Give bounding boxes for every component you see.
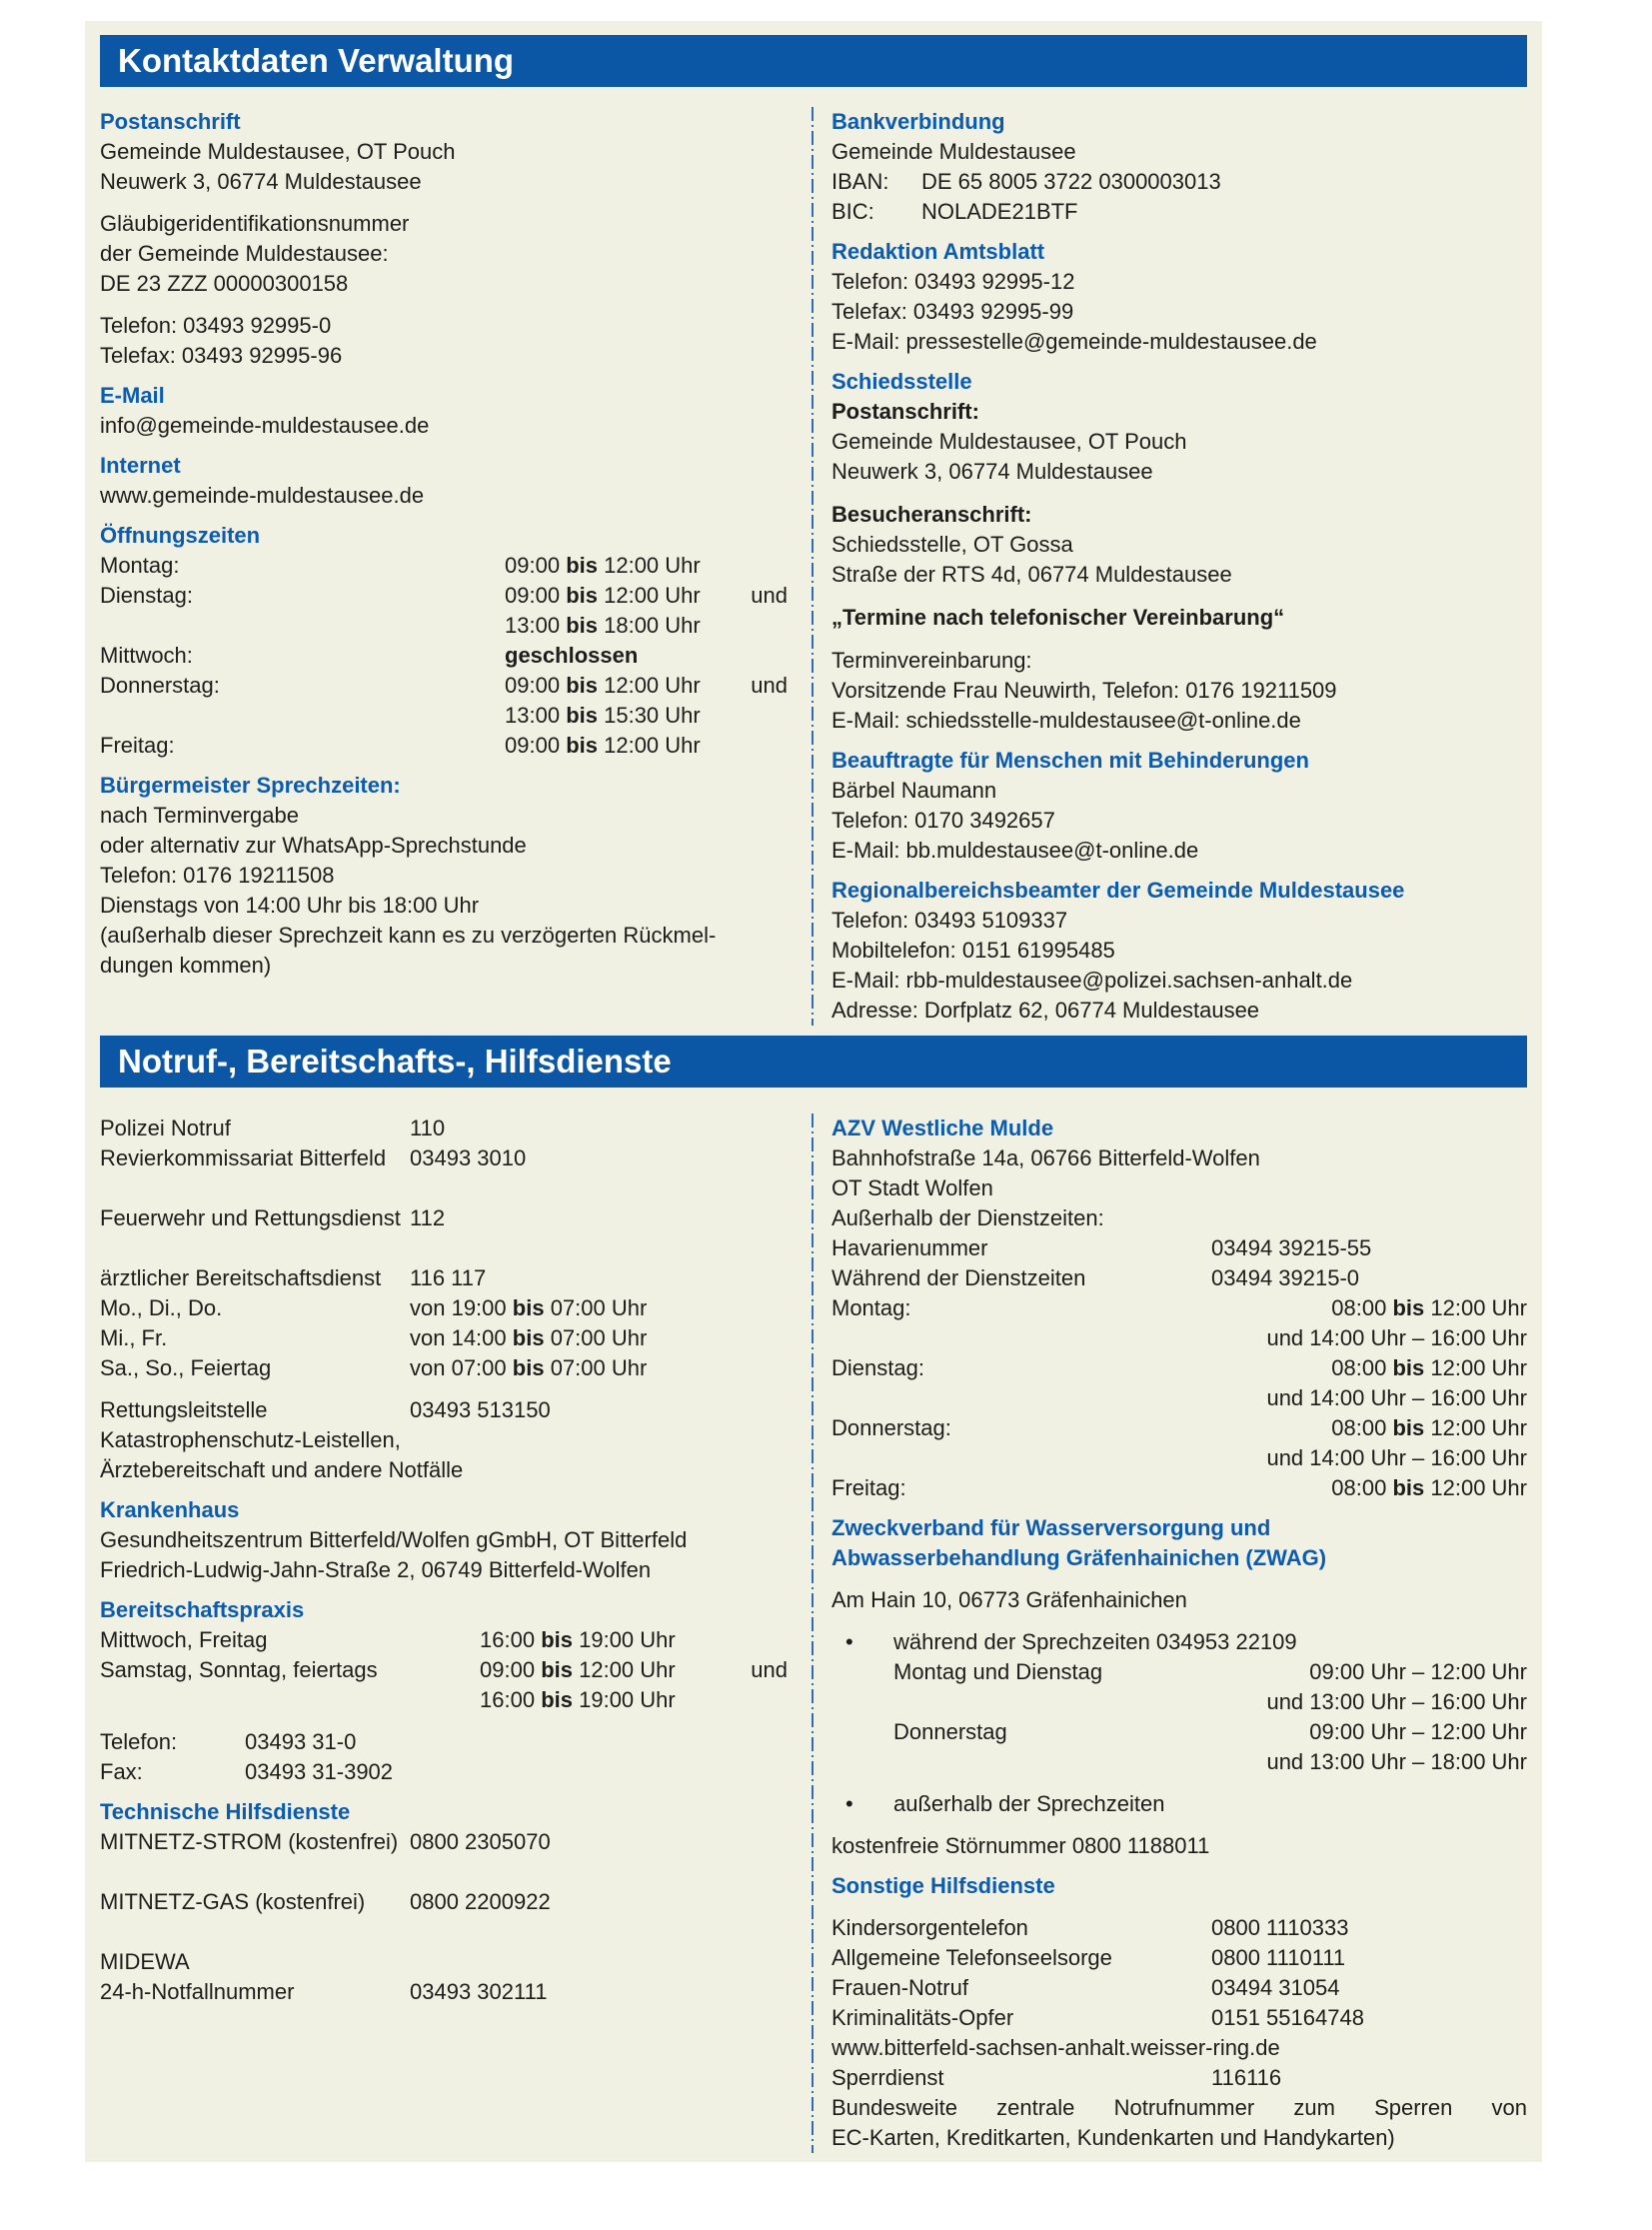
text-line: dungen kommen) [100,953,272,978]
service-row [100,1887,788,1917]
phone-line: Mobiltelefon: 0151 61995485 [831,938,1115,963]
text-und: und [751,673,788,698]
text-line: Neuwerk 3, 06774 Muldestausee [831,459,1153,484]
service-row [831,1233,1527,1263]
hours-row [831,1717,1527,1747]
bic-label: BIC: [831,199,874,224]
text-line: Schiedsstelle, OT Gossa [831,532,1073,557]
hours-row [831,1687,1527,1717]
service-label: Während der Dienstzeiten [831,1265,1086,1290]
service-label: Allgemeine Telefonseelsorge [831,1945,1112,1970]
hours-row [100,1685,788,1715]
phone-value: 0800 1110333 [1211,1915,1349,1940]
time-range [1266,1323,1527,1353]
time-to: 07:00 Uhr [550,1355,648,1380]
time-range [505,611,701,641]
service-row [100,1827,788,1857]
hours-row [100,611,788,641]
hours-row [831,1383,1527,1413]
phone-value: 03493 31-0 [245,1729,357,1754]
text-und: und [1266,1749,1304,1774]
hours-row [100,1625,788,1655]
time-from: 13:00 [505,703,561,728]
time-range [410,1293,647,1323]
phone-value: 03494 39215-0 [1211,1265,1360,1290]
bullet-text: außerhalb der Sprechzeiten [893,1791,1165,1816]
hours-row [100,1323,788,1353]
day-label: Donnerstag: [100,673,220,698]
heading-bankverbindung: Bankverbindung [831,109,1005,134]
time-range [1331,1473,1527,1503]
time-to: 15:30 Uhr [604,703,701,728]
service-row [831,1263,1527,1293]
text-und: und [1266,1689,1304,1714]
bullet-item [831,1627,1527,1657]
website-url: www.gemeinde-muldestausee.de [100,483,425,508]
text-bis: bis [512,1355,545,1380]
time-span: 14:00 Uhr – 16:00 Uhr [1309,1445,1527,1470]
time-from: von 14:00 [410,1325,507,1350]
time-range [1331,1353,1527,1383]
text-line: Bahnhofstraße 14a, 06766 Bitterfeld-Wolfen [831,1145,1260,1170]
text-line: Bärbel Naumann [831,778,997,803]
time-range [1266,1687,1527,1717]
time-to: 12:00 Uhr [1430,1295,1527,1320]
phone-value: 03493 513150 [410,1397,551,1422]
phone-value: 03493 3010 [410,1145,527,1170]
time-from: 09:00 [505,733,561,758]
day-label: Mittwoch: [100,643,193,668]
time-to: 19:00 Uhr [579,1687,676,1712]
time-to: 12:00 Uhr [604,583,701,608]
service-row [831,2003,1527,2033]
day-label: Freitag: [100,733,175,758]
day-label: Dienstag: [100,583,193,608]
hours-row [831,1323,1527,1353]
text-und: und [751,583,788,608]
section-kontaktdaten [85,35,1542,1026]
hours-row [100,581,788,611]
time-range [505,701,701,731]
phone-value: 0151 55164748 [1211,2005,1364,2030]
email-line: E-Mail: bb.muldestausee@t-online.de [831,838,1199,863]
text-line: Neuwerk 3, 06774 Muldestausee [100,169,422,194]
iban-row [831,167,1527,197]
fax-label: Fax: [100,1759,143,1784]
day-label: Mo., Di., Do. [100,1295,223,1320]
emergency-row [100,1114,788,1143]
text-bis: bis [566,703,598,728]
time-range [1331,1293,1527,1323]
phone-value: 03494 31054 [1211,1975,1340,2000]
subheading-besucheranschrift: Besucheranschrift: [831,502,1032,527]
service-label: Revierkommissariat Bitterfeld [100,1145,387,1170]
email-line: E-Mail: pressestelle@gemeinde-muldestausee.de [831,329,1317,354]
phone-value: 0800 1110111 [1211,1945,1346,1970]
day-label [100,701,505,731]
text-line: Gemeinde Muldestausee, OT Pouch [100,139,456,164]
emergency-row [100,1395,788,1425]
text-line: Gemeinde Muldestausee [831,139,1076,164]
bic-value: NOLADE21BTF [921,199,1078,224]
time-from: 09:00 [505,553,561,578]
day-label: Montag: [100,553,180,578]
heading-azv-westliche-mulde: AZV Westliche Mulde [831,1115,1054,1140]
text-line: (außerhalb dieser Sprechzeit kann es zu verzögerten Rückmel- [100,923,717,948]
time-range: 09:00 Uhr – 12:00 Uhr [1309,1659,1527,1684]
bullet-item [831,1789,1527,1819]
time-span: 14:00 Uhr – 16:00 Uhr [1309,1325,1527,1350]
text-bis: bis [512,1295,545,1320]
service-row [831,2063,1527,2093]
phone-value: 116116 [1211,2065,1282,2090]
columns-notruf [85,1114,1542,2153]
phone-line: Telefon: 03493 92995-12 [831,269,1075,294]
column-right [814,107,1527,1026]
emergency-row [100,1263,788,1293]
time-from: 13:00 [505,613,561,638]
bullet-marker: • [845,1791,853,1816]
day-label [100,611,505,641]
hours-row [831,1657,1527,1687]
phone-value: 112 [410,1205,446,1230]
time-to: 12:00 Uhr [579,1657,676,1682]
text-und: und [1266,1385,1304,1410]
time-from: 09:00 [505,673,561,698]
time-range [505,731,701,761]
phone-value: 116 117 [410,1265,487,1290]
text-bis: bis [566,733,598,758]
time-range [1266,1443,1527,1473]
text-bis: bis [1392,1415,1425,1440]
time-range [505,671,701,701]
day-label: Montag: [831,1295,911,1320]
service-label: Polizei Notruf [100,1115,231,1140]
phone-line: Telefon: 0176 19211508 [100,863,335,888]
hours-row [100,1655,788,1685]
section-title: Notruf-, Bereitschafts-, Hilfsdienste [118,1043,672,1080]
text-und: und [1266,1445,1304,1470]
quote-line: „Termine nach telefonischer Vereinbarung“ [831,605,1285,630]
fax-line: Telefax: 03493 92995-96 [100,343,343,368]
time-from: 16:00 [480,1687,536,1712]
hours-row [831,1293,1527,1323]
text-line: Vorsitzende Frau Neuwirth, Telefon: 0176 19211509 [831,678,1337,703]
heading-email: E-Mail [100,383,165,408]
service-label: Kriminalitäts-Opfer [831,2005,1014,2030]
text-line: Gesundheitszentrum Bitterfeld/Wolfen gGmbH, OT Bitterfeld [100,1527,688,1552]
heading-technische-hilfsdienste: Technische Hilfsdienste [100,1799,351,1824]
newsletter-contact-page [85,21,1542,2162]
heading-zwag-line1: Zweckverband für Wasserversorgung und [831,1515,1271,1540]
time-range [410,1353,647,1383]
service-label: Kindersorgentelefon [831,1915,1028,1940]
text-bis: bis [566,613,598,638]
fax-row [100,1757,788,1787]
closed-label: geschlossen [505,643,639,668]
text-line: kostenfreie Störnummer 0800 1188011 [831,1833,1210,1858]
time-range: 09:00 Uhr – 12:00 Uhr [1309,1719,1527,1744]
fax-line: Telefax: 03493 92995-99 [831,299,1074,324]
hours-row [100,1353,788,1383]
subheading-postanschrift: Postanschrift: [831,399,979,424]
heading-buergermeister-sprechzeiten: Bürgermeister Sprechzeiten: [100,773,401,798]
column-left [100,107,812,1026]
text-line: Friedrich-Ludwig-Jahn-Straße 2, 06749 Bitterfeld-Wolfen [100,1557,652,1582]
time-from: 09:00 [505,583,561,608]
time-range [505,581,701,611]
text-bis: bis [566,673,598,698]
service-label: MITNETZ-STROM (kostenfrei) [100,1829,399,1854]
text-bis: bis [541,1687,573,1712]
hours-row [100,551,788,581]
text-line: oder alternativ zur WhatsApp-Sprechstunde [100,833,527,858]
hours-row [831,1443,1527,1473]
time-range [410,1323,647,1353]
time-from: 08:00 [1331,1295,1387,1320]
phone-value: 03493 302111 [410,1979,548,2004]
time-to: 07:00 Uhr [550,1295,648,1320]
time-range [1266,1383,1527,1413]
text-und: und [751,1657,788,1682]
text-line: Ärztebereitschaft und andere Notfälle [100,1457,464,1482]
day-label [100,1685,480,1715]
time-to: 18:00 Uhr [604,613,701,638]
heading-oeffnungszeiten: Öffnungszeiten [100,523,261,548]
bic-row [831,197,1527,227]
heading-bereitschaftspraxis: Bereitschaftspraxis [100,1597,305,1622]
day-label: Donnerstag [893,1719,1007,1744]
text-line: Straße der RTS 4d, 06774 Muldestausee [831,562,1232,587]
heading-sonstige-hilfsdienste: Sonstige Hilfsdienste [831,1873,1055,1898]
phone-row [100,1727,788,1757]
text-line: Dienstags von 14:00 Uhr bis 18:00 Uhr [100,893,480,918]
time-range [1266,1747,1527,1777]
text-line: Terminvereinbarung: [831,648,1032,673]
service-label: Feuerwehr und Rettungsdienst [100,1205,401,1230]
hours-row [100,731,788,761]
phone-value: 03494 39215-55 [1211,1235,1372,1260]
hours-row [100,1293,788,1323]
day-label: Samstag, Sonntag, feiertags [100,1657,378,1682]
hours-row [831,1747,1527,1777]
time-span: 13:00 Uhr – 16:00 Uhr [1309,1689,1527,1714]
day-label: Donnerstag: [831,1415,951,1440]
day-label: Sa., So., Feiertag [100,1355,272,1380]
service-label: Havarienummer [831,1235,988,1260]
service-row [831,1973,1527,2003]
hours-row [831,1413,1527,1443]
note-line: EC-Karten, Kreditkarten, Kundenkarten und Handykarten) [831,2125,1395,2150]
text-bis: bis [1392,1475,1425,1500]
time-to: 19:00 Uhr [579,1627,676,1652]
day-label: Mittwoch, Freitag [100,1627,268,1652]
time-from: 08:00 [1331,1415,1387,1440]
text-line: Gläubigeridentifikationsnummer [100,211,410,236]
text-bis: bis [566,553,598,578]
time-to: 07:00 Uhr [550,1325,648,1350]
time-from: 08:00 [1331,1475,1387,1500]
service-row [100,1977,788,2007]
service-label: Frauen-Notruf [831,1975,968,2000]
hours-row [831,1353,1527,1383]
heading-regionalbereichsbeamter: Regionalbereichsbeamter der Gemeinde Muldestausee [831,878,1405,903]
time-to: 12:00 Uhr [1430,1355,1527,1380]
section-header-notruf [100,1036,1527,1088]
email-address: info@gemeinde-muldestausee.de [100,413,430,438]
text-bis: bis [566,583,598,608]
service-row [831,1943,1527,1973]
hours-row [831,1473,1527,1503]
text-line: OT Stadt Wolfen [831,1175,993,1200]
text-line: Am Hain 10, 06773 Gräfenhainichen [831,1587,1187,1612]
time-from: 08:00 [1331,1355,1387,1380]
time-to: 12:00 Uhr [604,733,701,758]
email-line: E-Mail: rbb-muldestausee@polizei.sachsen-anhalt.de [831,968,1353,993]
heading-beauftragte-behinderungen: Beauftragte für Menschen mit Behinderungen [831,748,1309,773]
time-from: 16:00 [480,1627,536,1652]
service-row [831,1913,1527,1943]
heading-schiedsstelle: Schiedsstelle [831,369,972,394]
columns-kontaktdaten [85,107,1542,1026]
bullet-text: während der Sprechzeiten 034953 22109 [893,1629,1297,1654]
phone-value: 0800 2305070 [410,1829,551,1854]
emergency-row [100,1203,788,1233]
time-range [1331,1413,1527,1443]
phone-line: Telefon: 0170 3492657 [831,808,1055,833]
hours-row [100,671,788,701]
iban-value: DE 65 8005 3722 0300003013 [921,169,1221,194]
emergency-row [100,1143,788,1173]
text-line: MIDEWA [100,1949,190,1974]
time-to: 12:00 Uhr [1430,1475,1527,1500]
phone-line: Telefon: 03493 92995-0 [100,313,332,338]
phone-label: Telefon: [100,1729,178,1754]
day-label: Mi., Fr. [100,1325,168,1350]
time-from: von 07:00 [410,1355,507,1380]
service-label: ärztlicher Bereitschaftsdienst [100,1265,382,1290]
hours-row [100,641,788,671]
service-label: 24-h-Notfallnummer [100,1979,295,2004]
time-span: 13:00 Uhr – 18:00 Uhr [1309,1749,1527,1774]
day-label: Freitag: [831,1475,906,1500]
section-header-kontaktdaten [100,35,1527,87]
note-line: Bundesweite zentrale Notrufnummer zum Sperren von [831,2095,1527,2120]
time-from: von 19:00 [410,1295,507,1320]
phone-value: 110 [410,1115,446,1140]
time-to: 12:00 Uhr [1430,1415,1527,1440]
heading-redaktion-amtsblatt: Redaktion Amtsblatt [831,239,1045,264]
time-range [480,1685,676,1715]
iban-label: IBAN: [831,169,889,194]
bullet-marker: • [845,1629,853,1654]
text-bis: bis [541,1657,573,1682]
column-right [814,1114,1527,2153]
heading-krankenhaus: Krankenhaus [100,1497,240,1522]
time-span: 14:00 Uhr – 16:00 Uhr [1309,1385,1527,1410]
time-to: 12:00 Uhr [604,553,701,578]
website-url: www.bitterfeld-sachsen-anhalt.weisser-ring.de [831,2035,1280,2060]
text-bis: bis [512,1325,545,1350]
column-left [100,1114,812,2153]
text-line: Außerhalb der Dienstzeiten: [831,1205,1104,1230]
heading-internet: Internet [100,453,181,478]
time-range [480,1625,676,1655]
text-line: nach Terminvergabe [100,803,299,828]
text-line: Katastrophenschutz-Leistellen, [100,1427,401,1452]
time-range [505,551,701,581]
heading-postanschrift: Postanschrift [100,109,241,134]
fax-value: 03493 31-3902 [245,1759,394,1784]
day-label: Dienstag: [831,1355,924,1380]
day-label: Montag und Dienstag [893,1659,1103,1684]
text-line: DE 23 ZZZ 00000300158 [100,271,349,296]
text-line: der Gemeinde Muldestausee: [100,241,389,266]
service-label: MITNETZ-GAS (kostenfrei) [100,1889,366,1914]
email-line: E-Mail: schiedsstelle-muldestausee@t-online.de [831,708,1301,733]
time-to: 12:00 Uhr [604,673,701,698]
text-bis: bis [541,1627,573,1652]
section-title: Kontaktdaten Verwaltung [118,42,515,79]
text-und: und [1266,1325,1304,1350]
time-range [480,1655,676,1685]
time-from: 09:00 [480,1657,536,1682]
text-line: Adresse: Dorfplatz 62, 06774 Muldestausee [831,998,1260,1023]
text-line: Gemeinde Muldestausee, OT Pouch [831,429,1187,454]
service-label: Rettungsleitstelle [100,1397,268,1422]
heading-zwag-line2: Abwasserbehandlung Gräfenhainichen (ZWAG) [831,1545,1327,1570]
phone-value: 0800 2200922 [410,1889,551,1914]
text-bis: bis [1392,1295,1425,1320]
section-notruf-hilfsdienste [85,1036,1542,2153]
phone-line: Telefon: 03493 5109337 [831,908,1068,933]
service-label: Sperrdienst [831,2065,944,2090]
hours-row [100,701,788,731]
text-bis: bis [1392,1355,1425,1380]
